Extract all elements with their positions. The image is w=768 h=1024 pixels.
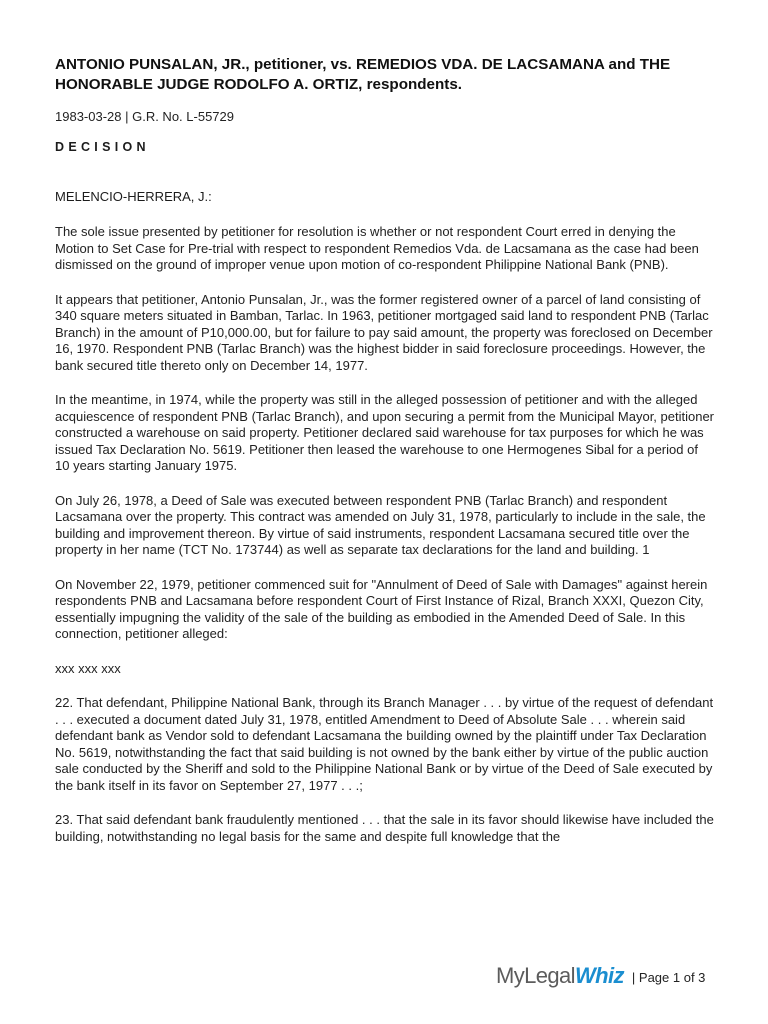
paragraph: In the meantime, in 1974, while the property was still in the alleged possession of petitioner and with the alleged acquiescence of respondent PNB (Tarlac Branch), and upon securing a permit from the Municipal Mayor, petitioner constructed a warehouse on said property. Petitioner declared said warehouse for tax purposes for which he was issued Tax Declaration No. 5619. Petitioner then leased the warehouse to one Hermogenes Sibal for a period of 10 years starting January 1975. [55,392,715,473]
page-number: | Page 1 of 3 [631,969,706,985]
logo-legal-text: Legal [524,963,575,988]
ponente: MELENCIO-HERRERA, J.: [55,189,212,204]
logo-my-text: My [496,963,525,988]
paragraph: 22. That defendant, Philippine National Bank, through its Branch Manager . . . by virtue of the request of defendant . . . executed a document dated July 31, 1978, entitled Amendment to Deed of Absolute Sale . . . wherein said defendant bank as Vendor sold to defendant Lacsamana the building owned by the plaintiff under Tax Declaration No. 5619, notwithstanding the fact that said building is not owned by the bank either by virtue of the public auction sale conducted by the Sheriff and sold to the Philippine National Bank or by virtue of the Deed of Sale executed by the bank itself in its favor on September 27, 1977 . . .; [55,695,714,793]
decision-heading: DECISION [55,140,150,154]
paragraph: The sole issue presented by petitioner for resolution is whether or not respondent Court erred in denying the Motion to Set Case for Pre-trial with respect to respondent Remedios Vda. de Lacsamana as the case had been dismissed on the ground of improper venue upon motion of co-respondent Philippine National Bank (PNB). [55,224,699,272]
paragraph: 23. That said defendant bank fraudulently mentioned . . . that the sale in its favor should likewise have included the building, notwithstanding no legal basis for the same and despite full knowledge that the [55,812,714,844]
paragraph: On November 22, 1979, petitioner commenced suit for "Annulment of Deed of Sale with Damages" against herein respondents PNB and Lacsamana before respondent Court of First Instance of Rizal, Branch XXXI, Quezon City, essentially impugning the validity of the sale of the building as embodied in the Amended Deed of Sale. In this connection, petitioner alleged: [55,576,708,641]
paragraph: It appears that petitioner, Antonio Punsalan, Jr., was the former registered owner of a parcel of land consisting of 340 square meters situated in Bamban, Tarlac. In 1963, petitioner mortgaged said land to respondent PNB (Tarlac Branch) in the amount of P10,000.00, but for failure to pay said amount, the property was foreclosed on December 16, 1970. Respondent PNB (Tarlac Branch) was the highest bidder in said foreclosure proceedings. However, the bank secured title thereto only on December 14, 1977. [55,291,713,373]
case-title: ANTONIO PUNSALAN, JR., petitioner, vs. REMEDIOS VDA. DE LACSAMANA and THE HONORABLE JUDGE RODOLFO A. ORTIZ, respondents. [55,56,671,93]
document-page [55,55,715,845]
mylegalwhiz-logo [496,963,624,989]
ellipsis-marker: xxx xxx xxx [55,660,121,676]
paragraph: On July 26, 1978, a Deed of Sale was executed between respondent PNB (Tarlac Branch) and respondent Lacsamana over the property. This contract was amended on July 31, 1978, particularly to include in the sale, the building and improvement thereon. By virtue of said instruments, respondent Lacsamana secured title over the property in her name (TCT No. 173744) as well as separate tax declarations for the land and building. 1 [55,492,706,557]
logo-whiz-text: Whiz [574,963,624,988]
case-meta: 1983-03-28 | G.R. No. L-55729 [55,109,234,124]
page-footer [496,963,705,989]
